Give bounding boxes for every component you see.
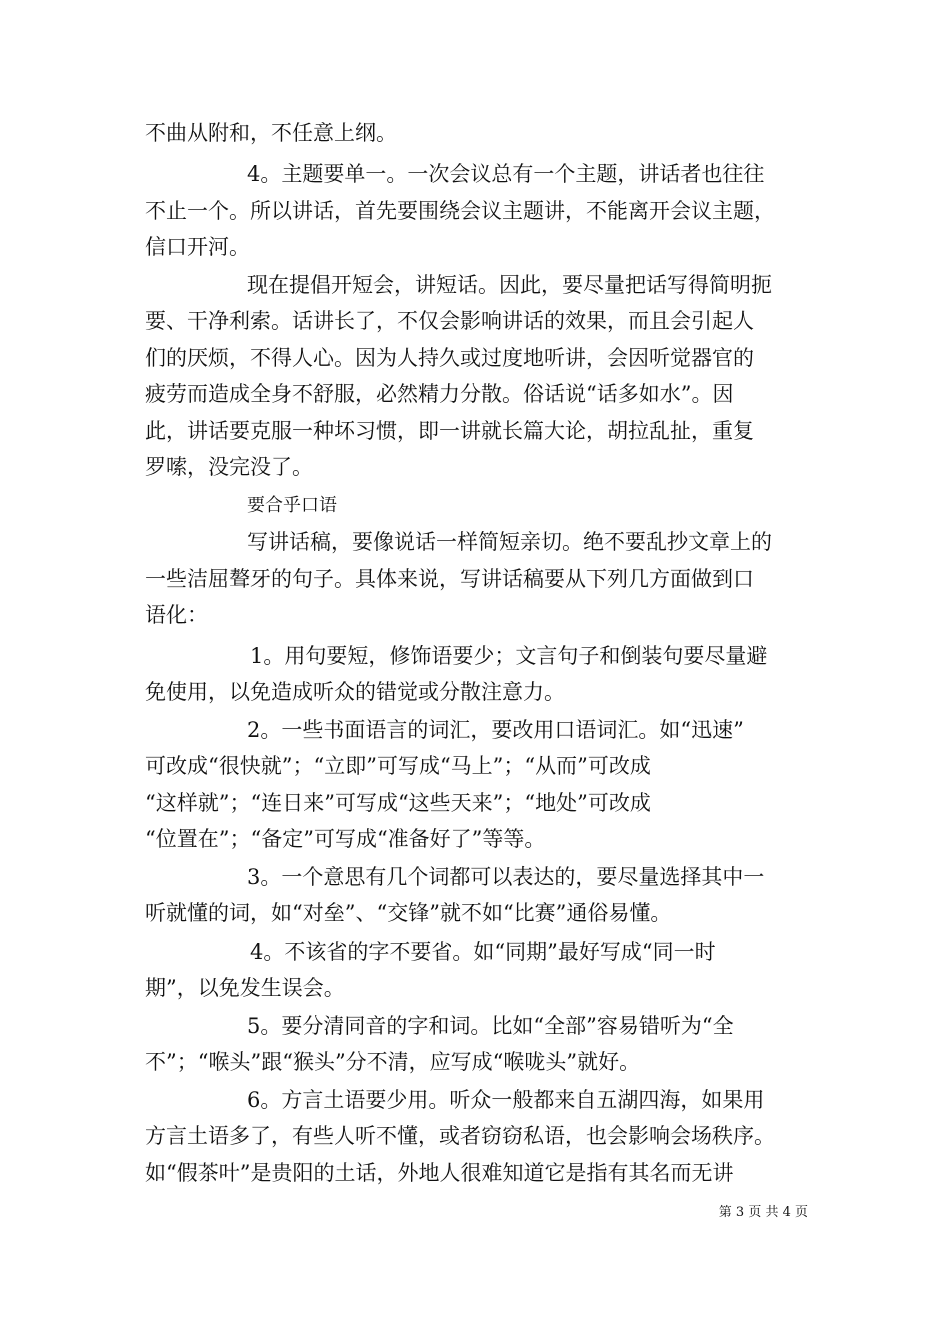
text-line: 4。不该省的字不要省。如“同期”最好写成“同一时 [250,940,716,964]
text-line: 2。一些书面语言的词汇，要改用口语词汇。如“迅速” [247,718,744,742]
text-line: 不”；“喉头”跟“猴头”分不清，应写成“喉咙头”就好。 [145,1050,641,1074]
text-line: 写讲话稿，要像说话一样简短亲切。绝不要乱抄文章上的 [247,530,772,554]
text-line: 现在提倡开短会，讲短话。因此，要尽量把话写得简明扼 [247,273,772,297]
text-line: 3。一个意思有几个词都可以表达的，要尽量选择其中一 [247,865,765,889]
text-line: “位置在”；“备定”可写成“准备好了”等等。 [145,827,546,851]
text-line: 方言土语多了，有些人听不懂，或者窃窃私语，也会影响会场秩序。 [145,1124,775,1148]
text-line: 6。方言土语要少用。听众一般都来自五湖四海，如果用 [247,1088,765,1112]
text-line: 如“假茶叶”是贵阳的土话，外地人很难知道它是指有其名而无讲 [145,1161,734,1185]
text-line: 要、干净利索。话讲长了，不仅会影响讲话的效果，而且会引起人 [145,309,754,333]
text-line: 语化： [145,603,208,627]
text-line: 不曲从附和，不任意上纲。 [145,121,397,145]
text-line: 疲劳而造成全身不舒服，必然精力分散。俗话说“话多如水”。因 [145,382,734,406]
text-line: 可改成“很快就”；“立即”可写成“马上”；“从而”可改成 [145,754,651,778]
text-line: 免使用，以免造成听众的错觉或分散注意力。 [145,680,565,704]
text-line: 1。用句要短，修饰语要少；文言句子和倒装句要尽量避 [250,644,768,668]
text-line: 信口开河。 [145,235,250,259]
page-number: 第 3 页 共 4 页 [718,1205,808,1220]
text-line: 们的厌烦，不得人心。因为人持久或过度地听讲，会因听觉器官的 [145,346,754,370]
text-line: 4。主题要单一。一次会议总有一个主题，讲话者也往往 [247,162,765,186]
section-heading: 要合乎口语 [247,495,337,516]
text-line: 罗嗦，没完没了。 [145,455,313,479]
text-line: “这样就”；“连日来”可写成“这些天来”；“地处”可改成 [145,791,651,815]
text-line: 不止一个。所以讲话，首先要围绕会议主题讲，不能离开会议主题， [145,199,775,223]
text-line: 此，讲话要克服一种坏习惯，即一讲就长篇大论，胡拉乱扯，重复 [145,419,754,443]
text-line: 听就懂的词，如“对垒”、“交锋”就不如“比赛”通俗易懂。 [145,901,672,925]
text-line: 一些洁屈聱牙的句子。具体来说，写讲话稿要从下列几方面做到口 [145,567,754,591]
text-line: 期”，以免发生误会。 [145,976,345,1000]
text-line: 5。要分清同音的字和词。比如“全部”容易错听为“全 [247,1014,734,1038]
